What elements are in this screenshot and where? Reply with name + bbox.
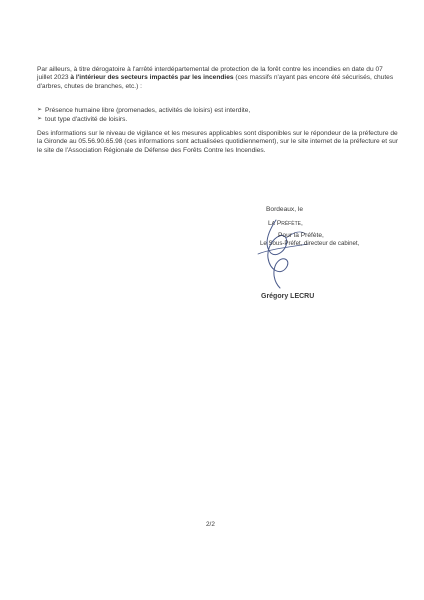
- list-item-text: tout type d'activité de loisirs.: [45, 116, 128, 123]
- paragraph-information: Des informations sur le niveau de vigilance et les mesures applicables sont disponibles sur le répondeur de la préfecture de la Gironde au 05.56.90.65.98 (ces informations sont actualisées quotidiennement), sur le site internet de la préfecture et sur le site de l'Association Régionale de Défense des Forêts Contre les Incendies.: [37, 130, 399, 154]
- list-item-text: Présence humaine libre (promenades, activités de loisirs) est interdite,: [45, 107, 251, 114]
- signature-place: Bordeaux, le: [266, 206, 304, 213]
- signatory-name: Grégory LECRU: [261, 293, 315, 300]
- paragraph-derogation: [37, 66, 399, 91]
- arrow-bullet-icon: ➢: [37, 107, 43, 113]
- list-item: [37, 115, 377, 124]
- restrictions-list: [37, 106, 377, 124]
- signature-delegation: Pour la Préfète,: [278, 232, 324, 239]
- paragraph-derogation-bold: à l'intérieur des secteurs impactés par les incendies: [70, 74, 234, 82]
- paragraph-derogation-intro: Par ailleurs, à titre dérogatoire à l'arrêté interdépartemental de protection de la forêt contre les incendies en date du 07 juillet 2023: [37, 66, 383, 82]
- arrow-bullet-icon: ➢: [37, 116, 43, 122]
- paragraph-derogation-outro: (ces massifs n'ayant pas encore été sécurisés, chutes d'arbres, chutes de branches, etc.) :: [37, 74, 394, 90]
- signature-role: La Préfète,: [268, 220, 303, 227]
- signature-title: Le Sous-Préfet, directeur de cabinet,: [260, 240, 360, 247]
- page-number: 2/2: [206, 521, 215, 528]
- handwritten-signature: [246, 218, 316, 290]
- list-item: [37, 106, 377, 115]
